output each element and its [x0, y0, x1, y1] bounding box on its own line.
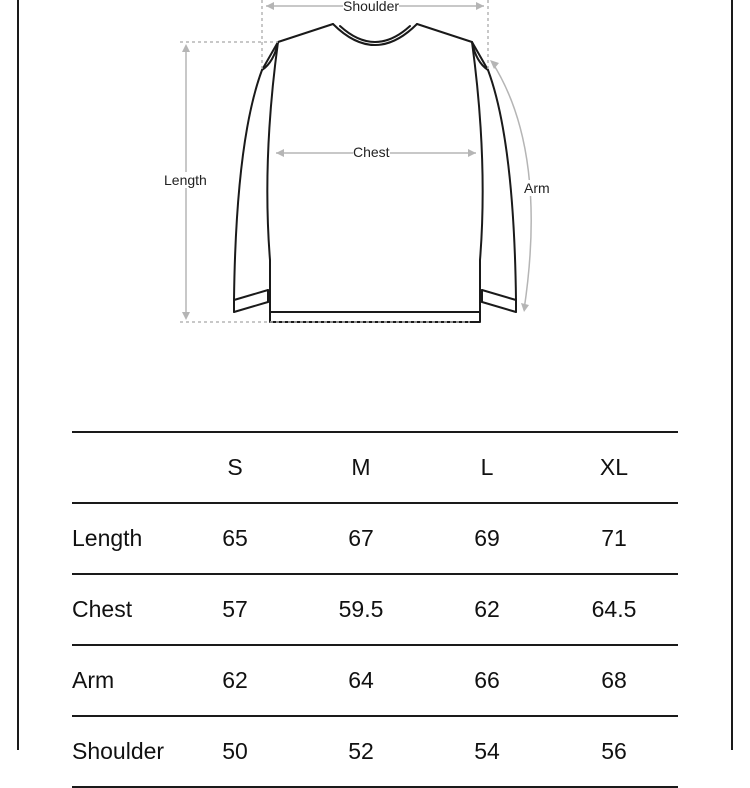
- table-cell: 62: [172, 645, 298, 716]
- table-cell: 50: [172, 716, 298, 787]
- size-header-m: M: [298, 432, 424, 503]
- table-row-shoulder: [72, 716, 678, 787]
- length-label: Length: [164, 172, 207, 188]
- table-cell: 67: [298, 503, 424, 574]
- garment-diagram: [0, 0, 750, 340]
- size-header-s: S: [172, 432, 298, 503]
- sweatshirt-outline: [234, 24, 516, 322]
- row-label-shoulder: Shoulder: [72, 716, 172, 787]
- table-cell: 59.5: [298, 574, 424, 645]
- table-cell: 69: [424, 503, 550, 574]
- size-header-l: L: [424, 432, 550, 503]
- table-cell: 62: [424, 574, 550, 645]
- table-cell: 57: [172, 574, 298, 645]
- shoulder-label: Shoulder: [343, 0, 400, 14]
- row-label-chest: Chest: [72, 574, 172, 645]
- table-cell: 56: [550, 716, 678, 787]
- size-header-row: [72, 432, 678, 503]
- row-label-length: Length: [72, 503, 172, 574]
- table-cell: 64.5: [550, 574, 678, 645]
- table-cell: 54: [424, 716, 550, 787]
- size-chart-table: [72, 431, 678, 788]
- sweatshirt-illustration: [0, 0, 750, 340]
- table-row-arm: [72, 645, 678, 716]
- corner-cell: [72, 432, 172, 503]
- table-cell: 71: [550, 503, 678, 574]
- table-row-length: [72, 503, 678, 574]
- table-cell: 66: [424, 645, 550, 716]
- table-cell: 68: [550, 645, 678, 716]
- table-cell: 64: [298, 645, 424, 716]
- measurement-guides: [180, 0, 531, 322]
- row-label-arm: Arm: [72, 645, 172, 716]
- table-cell: 65: [172, 503, 298, 574]
- table-cell: 52: [298, 716, 424, 787]
- size-header-xl: XL: [550, 432, 678, 503]
- table-row-chest: [72, 574, 678, 645]
- chest-label: Chest: [353, 144, 390, 160]
- arm-label: Arm: [524, 180, 550, 196]
